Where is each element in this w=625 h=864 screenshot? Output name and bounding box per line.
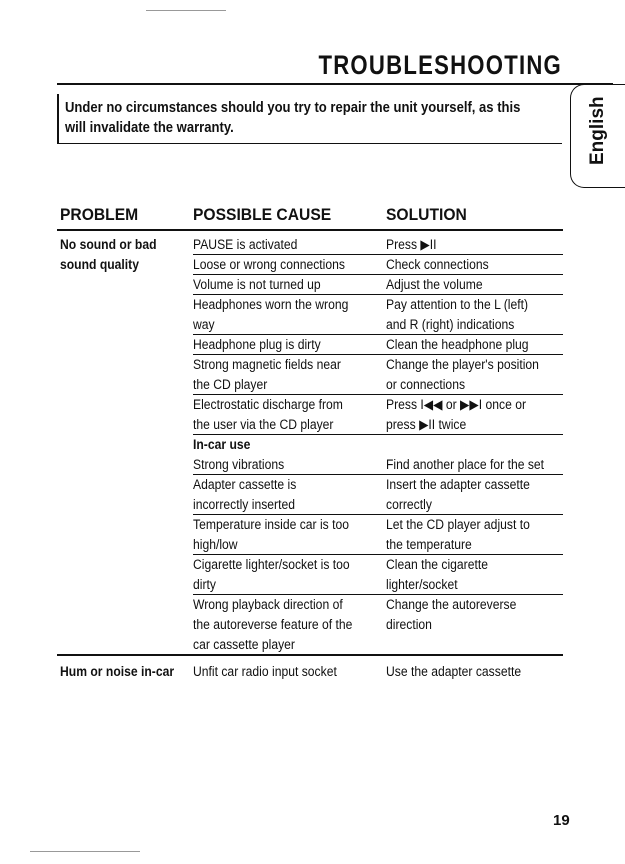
page-number: 19 <box>553 812 570 829</box>
scan-mark <box>146 10 226 11</box>
solution-cell: Let the CD player adjust to the temperature <box>386 517 530 552</box>
cause-cell: Volume is not turned up <box>193 277 321 292</box>
solution-cell: Clean the headphone plug <box>386 337 529 352</box>
cause-cell: Electrostatic discharge from the user via the CD player <box>193 397 343 432</box>
warning-box <box>57 94 562 144</box>
section-rule <box>57 654 563 656</box>
row-divider <box>193 474 563 475</box>
solution-cell: Adjust the volume <box>386 277 483 292</box>
header-problem: PROBLEM <box>60 205 139 224</box>
cause-cell: Headphone plug is dirty <box>193 337 321 352</box>
section-heading: In-car use <box>193 437 251 452</box>
row-divider <box>193 594 563 595</box>
header-cause: POSSIBLE CAUSE <box>193 205 332 224</box>
solution-cell: Change the player's position or connections <box>386 357 539 392</box>
solution-cell: Change the autoreverse direction <box>386 597 517 632</box>
solution-cell: Check connections <box>386 257 489 272</box>
row-divider <box>193 434 563 435</box>
scan-mark <box>30 851 140 852</box>
solution-cell: Insert the adapter cassette correctly <box>386 477 530 512</box>
row-divider <box>193 254 563 255</box>
cause-cell: Strong magnetic fields near the CD player <box>193 357 341 392</box>
solution-cell: Press I◀◀ or ▶▶I once or press ▶II twice <box>386 397 527 432</box>
cause-cell: Unfit car radio input socket <box>193 664 337 679</box>
cause-cell: Headphones worn the wrong way <box>193 297 349 332</box>
solution-cell: Clean the cigarette lighter/socket <box>386 557 488 592</box>
header-rule <box>57 229 563 231</box>
row-divider <box>193 554 563 555</box>
cause-cell: Cigarette lighter/socket is too dirty <box>193 557 350 592</box>
header-solution: SOLUTION <box>386 205 467 224</box>
warning-line: Under no circumstances should you try to repair the unit yourself, as this <box>65 100 521 116</box>
problem-label: Hum or noise in-car <box>60 664 175 679</box>
row-divider <box>193 294 563 295</box>
cause-cell: Wrong playback direction of the autoreverse feature of the car cassette player <box>193 597 353 652</box>
row-divider <box>193 514 563 515</box>
warning-line: will invalidate the warranty. <box>65 120 234 136</box>
page-title: TROUBLESHOOTING <box>318 50 562 80</box>
cause-cell: Loose or wrong connections <box>193 257 345 272</box>
row-divider <box>193 394 563 395</box>
problem-label: No sound or bad sound quality <box>60 237 157 272</box>
solution-cell: Press ▶II <box>386 237 437 252</box>
title-rule <box>57 83 613 85</box>
solution-cell: Use the adapter cassette <box>386 664 522 679</box>
cause-cell: PAUSE is activated <box>193 237 298 252</box>
cause-cell: Strong vibrations <box>193 457 285 472</box>
solution-cell: Find another place for the set <box>386 457 545 472</box>
cause-cell: Adapter cassette is incorrectly inserted <box>193 477 297 512</box>
row-divider <box>193 274 563 275</box>
cause-cell: Temperature inside car is too high/low <box>193 517 350 552</box>
solution-cell: Pay attention to the L (left) and R (right) indications <box>386 297 529 332</box>
language-tab <box>570 84 625 188</box>
row-divider <box>193 354 563 355</box>
row-divider <box>193 334 563 335</box>
language-label: English <box>587 96 608 165</box>
